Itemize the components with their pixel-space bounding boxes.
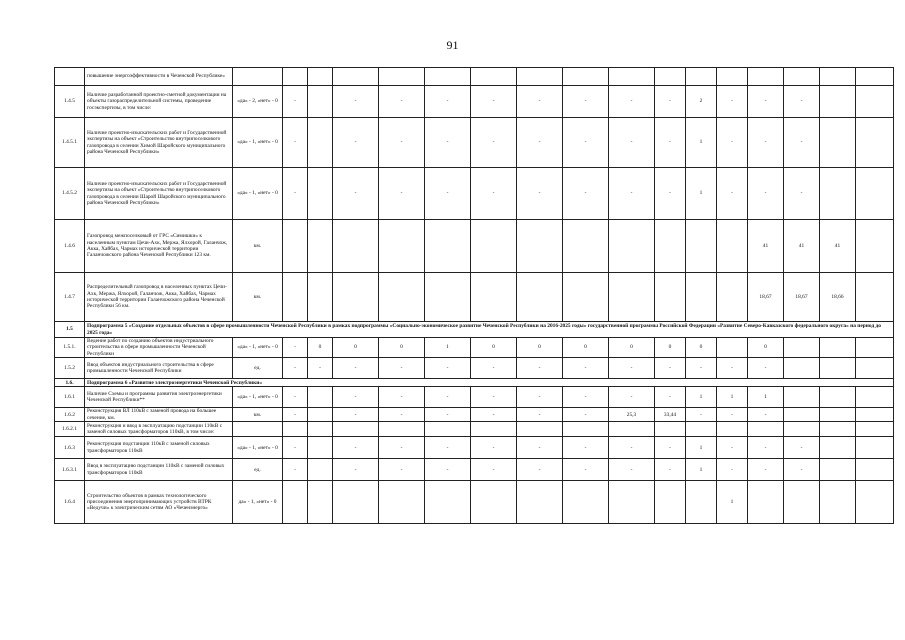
value-cell: [856, 437, 894, 459]
value-cell: -: [379, 86, 425, 118]
value-cell: [563, 220, 609, 273]
value-cell: [333, 273, 379, 322]
value-cell: [283, 481, 308, 524]
row-number: [55, 68, 85, 86]
value-cell: -: [517, 86, 563, 118]
value-cell: [517, 273, 563, 322]
table-row: [55, 273, 894, 322]
value-cell: [471, 68, 517, 86]
value-cell: [283, 220, 308, 273]
value-cell: [856, 168, 894, 220]
value-cell: [425, 220, 471, 273]
value-cell: [686, 481, 717, 524]
value-cell: [820, 437, 856, 459]
value-cell: -: [609, 459, 655, 481]
value-cell: [820, 118, 856, 168]
value-cell: [784, 387, 820, 408]
value-cell: [784, 68, 820, 86]
value-cell: [686, 220, 717, 273]
value-cell: -: [283, 459, 308, 481]
unit-cell: «да» - 2, «нет» - 0: [233, 86, 283, 118]
value-cell: [379, 422, 425, 437]
value-cell: [609, 481, 655, 524]
value-cell: [308, 86, 333, 118]
value-cell: -: [379, 408, 425, 422]
value-cell: -: [471, 408, 517, 422]
value-cell: [425, 481, 471, 524]
value-cell: -: [333, 408, 379, 422]
value-cell: -: [717, 86, 748, 118]
unit-cell: км.: [233, 220, 283, 273]
value-cell: -: [333, 459, 379, 481]
row-number: 1.6.3: [55, 437, 85, 459]
indicator-table: [54, 67, 894, 524]
value-cell: -: [379, 358, 425, 379]
value-cell: [820, 459, 856, 481]
value-cell: -: [283, 437, 308, 459]
value-cell: [655, 422, 686, 437]
value-cell: [717, 220, 748, 273]
value-cell: -: [655, 118, 686, 168]
value-cell: [820, 68, 856, 86]
value-cell: [856, 118, 894, 168]
value-cell: -: [283, 86, 308, 118]
value-cell: -: [471, 118, 517, 168]
value-cell: 18,66: [820, 273, 856, 322]
value-cell: [856, 459, 894, 481]
value-cell: [379, 68, 425, 86]
unit-cell: ед.: [233, 358, 283, 379]
value-cell: [820, 168, 856, 220]
value-cell: 41: [748, 220, 784, 273]
value-cell: -: [655, 459, 686, 481]
value-cell: -: [717, 118, 748, 168]
value-cell: -: [717, 358, 748, 379]
value-cell: [471, 481, 517, 524]
value-cell: [379, 220, 425, 273]
value-cell: [308, 220, 333, 273]
value-cell: [609, 220, 655, 273]
value-cell: -: [609, 118, 655, 168]
value-cell: [856, 481, 894, 524]
value-cell: [655, 220, 686, 273]
value-cell: -: [784, 86, 820, 118]
table-row: [55, 68, 894, 86]
value-cell: -: [471, 86, 517, 118]
value-cell: [655, 481, 686, 524]
value-cell: 41: [784, 220, 820, 273]
value-cell: -: [717, 408, 748, 422]
value-cell: -: [517, 358, 563, 379]
value-cell: -: [333, 86, 379, 118]
value-cell: 1: [748, 387, 784, 408]
value-cell: -: [717, 437, 748, 459]
value-cell: [856, 408, 894, 422]
value-cell: 1: [686, 118, 717, 168]
value-cell: -: [655, 437, 686, 459]
value-cell: [820, 387, 856, 408]
value-cell: 0: [686, 338, 717, 358]
value-cell: -: [379, 387, 425, 408]
value-cell: [425, 68, 471, 86]
value-cell: -: [283, 408, 308, 422]
row-number: 1.6.3.1: [55, 459, 85, 481]
value-cell: -: [784, 437, 820, 459]
value-cell: -: [283, 387, 308, 408]
value-cell: -: [379, 168, 425, 220]
value-cell: [471, 273, 517, 322]
value-cell: -: [517, 387, 563, 408]
value-cell: [856, 358, 894, 379]
table-row: [55, 358, 894, 379]
unit-cell: «да» - 1, «нет» - 0: [233, 387, 283, 408]
value-cell: -: [655, 86, 686, 118]
value-cell: [686, 273, 717, 322]
indicator-description: Строительство объектов в рамках технологического присоединения энергопринимающих устройств ВТРК «Ведучи» к электрическим сетям АО «Чеченэнерго»: [85, 481, 233, 524]
value-cell: 1: [686, 459, 717, 481]
value-cell: [308, 408, 333, 422]
value-cell: [717, 273, 748, 322]
value-cell: [308, 387, 333, 408]
value-cell: -: [748, 358, 784, 379]
value-cell: [784, 338, 820, 358]
row-number: 1.4.5.2: [55, 168, 85, 220]
row-number: 1.6.2: [55, 408, 85, 422]
value-cell: [563, 68, 609, 86]
value-cell: [379, 273, 425, 322]
unit-cell: км.: [233, 408, 283, 422]
value-cell: [308, 437, 333, 459]
value-cell: [748, 481, 784, 524]
value-cell: -: [748, 168, 784, 220]
value-cell: [856, 68, 894, 86]
value-cell: [609, 273, 655, 322]
value-cell: [471, 422, 517, 437]
value-cell: [308, 481, 333, 524]
unit-cell: да» - 1, «нет» - 0: [233, 481, 283, 524]
value-cell: -: [563, 86, 609, 118]
value-cell: 33,44: [655, 408, 686, 422]
value-cell: [425, 422, 471, 437]
row-number: 1.4.5: [55, 86, 85, 118]
value-cell: [563, 273, 609, 322]
value-cell: -: [379, 459, 425, 481]
row-number: 1.6.2.1: [55, 422, 85, 437]
value-cell: [563, 422, 609, 437]
value-cell: [856, 273, 894, 322]
value-cell: 0: [308, 338, 333, 358]
value-cell: -: [333, 437, 379, 459]
value-cell: -: [686, 358, 717, 379]
value-cell: -: [655, 168, 686, 220]
value-cell: -: [784, 168, 820, 220]
value-cell: -: [471, 358, 517, 379]
indicator-description: Реконструкция ВЛ 110кВ с заменой провода на большее сечение, км.: [85, 408, 233, 422]
value-cell: [333, 481, 379, 524]
value-cell: [784, 422, 820, 437]
value-cell: -: [717, 168, 748, 220]
page-number: 91: [446, 38, 459, 52]
table-row: [55, 437, 894, 459]
indicator-description: Ввод объектов индустриального строительства в сфере промышленности Чеченской Республики: [85, 358, 233, 379]
value-cell: -: [517, 118, 563, 168]
row-number: 1.5.2: [55, 358, 85, 379]
value-cell: -: [425, 168, 471, 220]
value-cell: 2: [686, 86, 717, 118]
value-cell: [717, 422, 748, 437]
table-row: [55, 338, 894, 358]
value-cell: -: [425, 437, 471, 459]
value-cell: 0: [379, 338, 425, 358]
value-cell: -: [563, 437, 609, 459]
value-cell: 1: [686, 437, 717, 459]
indicator-description: Наличие проектно-изыскательских работ и Государственной экспертизы на объект «Строительство внутрипоселкового газопровода в селении Химой Шаройского муниципального района Чеченской Республики»: [85, 118, 233, 168]
table-row: [55, 408, 894, 422]
value-cell: -: [609, 387, 655, 408]
section-row: [55, 379, 894, 387]
value-cell: [655, 68, 686, 86]
value-cell: -: [609, 168, 655, 220]
value-cell: -: [563, 459, 609, 481]
value-cell: -: [717, 459, 748, 481]
value-cell: [856, 387, 894, 408]
value-cell: 0: [609, 338, 655, 358]
value-cell: [517, 422, 563, 437]
table-row: [55, 118, 894, 168]
value-cell: -: [333, 387, 379, 408]
value-cell: [333, 422, 379, 437]
table-row: [55, 481, 894, 524]
value-cell: -: [333, 118, 379, 168]
value-cell: -: [748, 437, 784, 459]
row-number: 1.4.7: [55, 273, 85, 322]
value-cell: -: [655, 387, 686, 408]
row-number: 1.6.1: [55, 387, 85, 408]
value-cell: 0: [333, 338, 379, 358]
value-cell: -: [655, 358, 686, 379]
indicator-description: Газопровод межпоселковый от ГРС «Симишки» к населенным пунктам Цечи-Ахк, Мержа, Ялхорой, Галанчож, Акка, Хайбах, Чармах исторической территории Галанчожского района Чеченской Республики 123 км.: [85, 220, 233, 273]
section-title: Подпрограмма 5 «Создание отдельных объектов в сфере промышленности Чеченской Республики в рамках подпрограммы «Социально-экономическое развитие Чеченской Республики на 2016-2025 годы» государственной программы Российской Федерации «Развитие Северо-Кавказского федерального округа» на период до 2025 года»: [85, 322, 894, 338]
value-cell: 41: [820, 220, 856, 273]
unit-cell: [233, 68, 283, 86]
value-cell: -: [425, 387, 471, 408]
table-row: [55, 168, 894, 220]
row-number: 1.5.1.: [55, 338, 85, 358]
value-cell: -: [283, 118, 308, 168]
value-cell: -: [425, 459, 471, 481]
value-cell: -: [283, 358, 308, 379]
value-cell: [609, 68, 655, 86]
value-cell: [784, 408, 820, 422]
value-cell: [283, 273, 308, 322]
value-cell: [856, 338, 894, 358]
value-cell: [655, 273, 686, 322]
value-cell: [283, 68, 308, 86]
value-cell: -: [517, 459, 563, 481]
value-cell: -: [609, 358, 655, 379]
value-cell: -: [517, 437, 563, 459]
value-cell: 18,67: [748, 273, 784, 322]
table-row: [55, 422, 894, 437]
value-cell: [717, 68, 748, 86]
value-cell: -: [283, 338, 308, 358]
value-cell: -: [748, 86, 784, 118]
value-cell: 18,67: [784, 273, 820, 322]
unit-cell: ед.: [233, 459, 283, 481]
row-number: 1.6.4: [55, 481, 85, 524]
value-cell: [379, 481, 425, 524]
value-cell: [308, 168, 333, 220]
value-cell: -: [425, 86, 471, 118]
value-cell: 0: [517, 338, 563, 358]
value-cell: -: [425, 358, 471, 379]
value-cell: 1: [686, 168, 717, 220]
value-cell: -: [563, 387, 609, 408]
value-cell: -: [609, 437, 655, 459]
value-cell: -: [563, 118, 609, 168]
value-cell: -: [748, 408, 784, 422]
indicator-description: повышение энергоэффективности в Чеченской Республике»: [85, 68, 233, 86]
value-cell: [820, 481, 856, 524]
value-cell: [563, 481, 609, 524]
value-cell: 1: [686, 387, 717, 408]
value-cell: 1: [717, 481, 748, 524]
value-cell: 1: [425, 338, 471, 358]
value-cell: [517, 481, 563, 524]
indicator-description: Распределительный газопровод в населенных пунктах Цечи-Ахк, Мержа, Ялхорой, Галанчож, Акка, Хайбах, Чармах исторической территории Галанчожского района Чеченской Республики 56 км.: [85, 273, 233, 322]
section-title: Подпрограмма 6 «Развитие электроэнергетики Чеченской Республики»: [85, 379, 894, 387]
value-cell: -: [563, 408, 609, 422]
table-row: [55, 459, 894, 481]
value-cell: [717, 338, 748, 358]
value-cell: [308, 68, 333, 86]
value-cell: -: [748, 459, 784, 481]
value-cell: [856, 220, 894, 273]
value-cell: [609, 422, 655, 437]
table-row: [55, 86, 894, 118]
value-cell: -: [686, 408, 717, 422]
value-cell: [333, 220, 379, 273]
value-cell: 0: [748, 338, 784, 358]
value-cell: [308, 459, 333, 481]
row-number: 1.4.5.1: [55, 118, 85, 168]
value-cell: -: [517, 408, 563, 422]
indicator-description: Ведение работ по созданию объектов индустриального строительства в сфере промышленности Чеченской Республики: [85, 338, 233, 358]
value-cell: 0: [655, 338, 686, 358]
value-cell: -: [379, 437, 425, 459]
value-cell: -: [471, 168, 517, 220]
unit-cell: км.: [233, 273, 283, 322]
value-cell: 0: [563, 338, 609, 358]
indicator-description: Наличие разработанной проектно-сметной документации на объекты газораспределительной системы, проведение госэкспертизы, в том числе:: [85, 86, 233, 118]
indicator-description: Ввод в эксплуатацию подстанции 110кВ с заменой силовых трансформаторов 110кВ: [85, 459, 233, 481]
indicator-description: Наличие проектно-изыскательских работ и Государственной экспертизы на объект «Строительство внутрипоселкового газопровода в селении Шарой Шаройского муниципального района Чеченской Республики»: [85, 168, 233, 220]
value-cell: [517, 68, 563, 86]
indicator-description: Реконструкция подстанции 110кВ с заменой силовых трансформаторов 110кВ: [85, 437, 233, 459]
value-cell: 25,3: [609, 408, 655, 422]
value-cell: [308, 273, 333, 322]
value-cell: -: [517, 168, 563, 220]
row-number: 1.4.6: [55, 220, 85, 273]
value-cell: [471, 220, 517, 273]
table-row: [55, 387, 894, 408]
value-cell: 1: [717, 387, 748, 408]
value-cell: [820, 338, 856, 358]
value-cell: [283, 422, 308, 437]
value-cell: -: [283, 168, 308, 220]
value-cell: [517, 220, 563, 273]
value-cell: -: [379, 118, 425, 168]
value-cell: -: [308, 358, 333, 379]
value-cell: [308, 118, 333, 168]
value-cell: -: [748, 118, 784, 168]
value-cell: [820, 408, 856, 422]
value-cell: [820, 358, 856, 379]
value-cell: 0: [471, 338, 517, 358]
value-cell: -: [784, 459, 820, 481]
value-cell: [748, 422, 784, 437]
value-cell: [856, 422, 894, 437]
value-cell: [425, 273, 471, 322]
value-cell: [784, 358, 820, 379]
indicator-description: Реконструкция и ввод в эксплуатацию подстанции 110кВ с заменой силовых трансформаторов 110кВ, в том числе:: [85, 422, 233, 437]
value-cell: -: [609, 86, 655, 118]
value-cell: [333, 68, 379, 86]
value-cell: -: [471, 437, 517, 459]
value-cell: [686, 68, 717, 86]
row-number: 1.5: [55, 322, 85, 338]
unit-cell: «да» - 1, «нет» - 0: [233, 118, 283, 168]
value-cell: [820, 422, 856, 437]
value-cell: -: [425, 408, 471, 422]
value-cell: [820, 86, 856, 118]
value-cell: [686, 422, 717, 437]
value-cell: -: [563, 168, 609, 220]
value-cell: [308, 422, 333, 437]
value-cell: -: [333, 358, 379, 379]
value-cell: -: [471, 459, 517, 481]
value-cell: -: [425, 118, 471, 168]
unit-cell: «да» - 1, «нет» - 0: [233, 437, 283, 459]
value-cell: [748, 68, 784, 86]
indicator-description: Наличие Схемы и программы развития электроэнергетики Чеченской Республики**: [85, 387, 233, 408]
value-cell: [856, 86, 894, 118]
row-number: 1.6.: [55, 379, 85, 387]
value-cell: -: [784, 118, 820, 168]
value-cell: -: [563, 358, 609, 379]
section-row: [55, 322, 894, 338]
value-cell: [784, 481, 820, 524]
value-cell: -: [333, 168, 379, 220]
unit-cell: «да» - 1, «нет» - 0: [233, 338, 283, 358]
unit-cell: [233, 422, 283, 437]
value-cell: -: [471, 387, 517, 408]
unit-cell: «да» - 1, «нет» - 0: [233, 168, 283, 220]
table-row: [55, 220, 894, 273]
